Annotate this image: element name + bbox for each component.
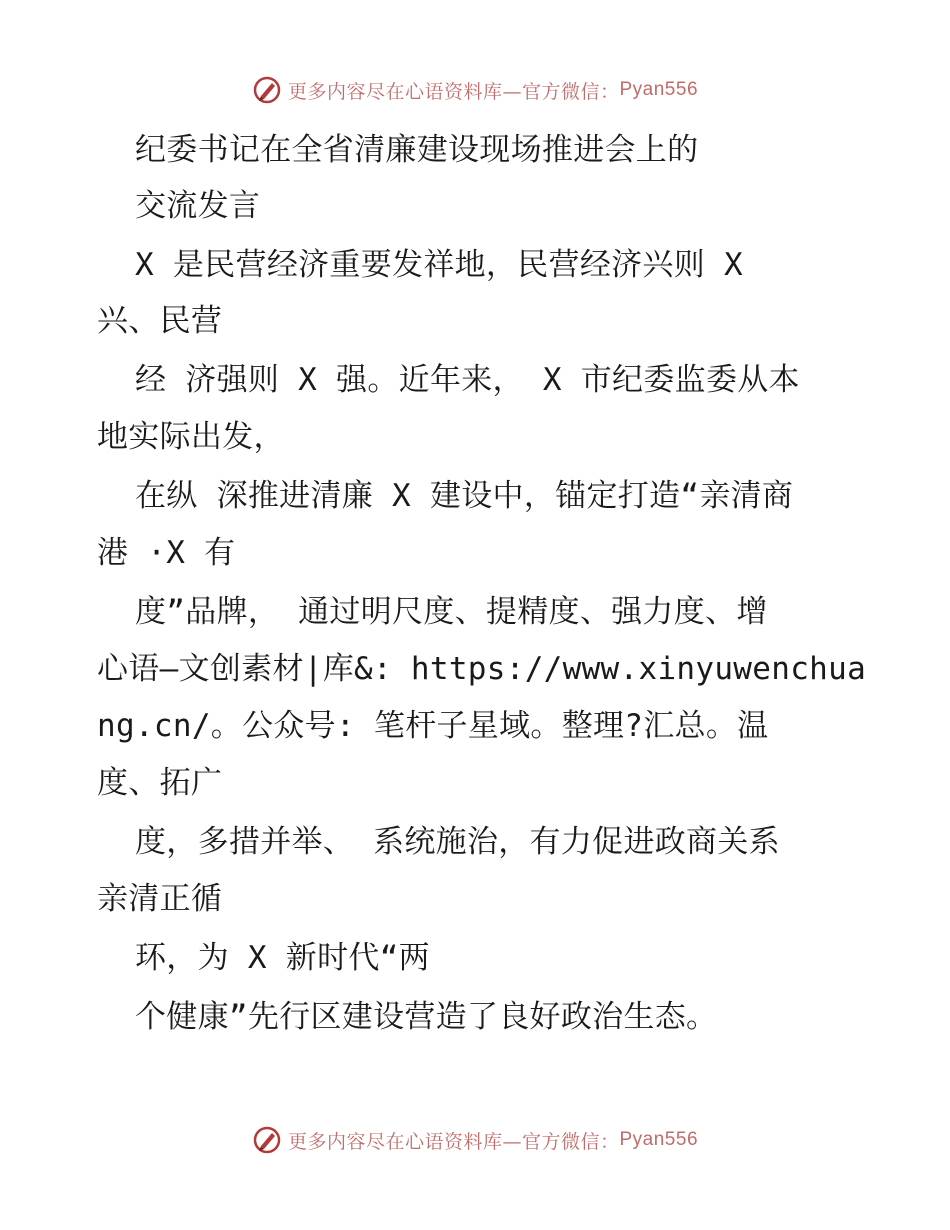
paragraph-line: 环，为 X 新时代“两 bbox=[135, 940, 430, 976]
paragraph-line: 兴、民营 bbox=[97, 303, 223, 339]
header-banner bbox=[0, 70, 950, 110]
paragraph-line: 在纵 深推进清廉 X 建设中，锚定打造“亲清商 bbox=[135, 478, 794, 514]
paragraph-line: 度，多措并举、 系统施治，有力促进政商关系 bbox=[135, 824, 780, 860]
paragraph-line: 地实际出发， bbox=[97, 419, 285, 455]
footer-banner-text: 更多内容尽在心语资料库—官方微信： bbox=[287, 1130, 620, 1153]
paragraph-line: X 是民营经济重要发祥地，民营经济兴则 X bbox=[135, 247, 743, 283]
watermark-line: ng.cn/。公众号: 笔杆子星域。整理?汇总。温 bbox=[97, 708, 769, 744]
paragraph-line: 度”品牌， 通过明尺度、提精度、强力度、增 bbox=[135, 594, 768, 630]
pen-logo-icon bbox=[252, 75, 282, 105]
footer-banner-wechat: Pyan556 bbox=[619, 1129, 699, 1150]
header-banner-text: 更多内容尽在心语资料库—官方微信： bbox=[287, 80, 620, 103]
paragraph-line: 个健康”先行区建设营造了良好政治生态。 bbox=[135, 999, 718, 1035]
paragraph-line: 亲清正循 bbox=[97, 881, 223, 917]
paragraph-line: 度、拓广 bbox=[97, 765, 223, 801]
document-title-line-2: 交流发言 bbox=[135, 188, 261, 224]
paragraph-line: 经 济强则 X 强。近年来， X 市纪委监委从本 bbox=[135, 362, 800, 398]
document-title-line-1: 纪委书记在全省清廉建设现场推进会上的 bbox=[135, 132, 699, 168]
pen-logo-icon bbox=[252, 1125, 282, 1155]
header-banner-wechat: Pyan556 bbox=[619, 79, 699, 100]
watermark-line: 心语—文创素材|库&: https://www.xinyuwenchua bbox=[97, 651, 867, 687]
footer-banner bbox=[0, 1120, 950, 1160]
paragraph-line: 港 ·X 有 bbox=[97, 535, 236, 571]
